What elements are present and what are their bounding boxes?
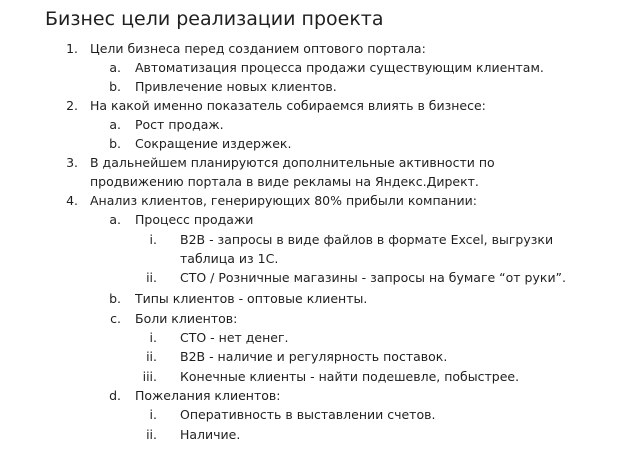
list-item-text: Типы клиентов - оптовые клиенты. — [135, 291, 368, 306]
list-marker: 3. — [66, 155, 78, 170]
list-marker: i. — [149, 407, 157, 422]
list-marker: b. — [109, 79, 121, 94]
list-marker: a. — [109, 212, 121, 227]
list-marker: i. — [149, 232, 157, 247]
list-marker: a. — [109, 60, 121, 75]
list-marker: 1. — [66, 41, 78, 56]
list-marker: i. — [149, 330, 157, 345]
list-item-text: Оперативность в выставлении счетов. — [180, 407, 436, 422]
list-item-text: Наличие. — [180, 427, 241, 442]
list-item-text: B2B - запросы в виде файлов в формате Excel, выгрузки — [180, 232, 554, 247]
list-item-text: Привлечение новых клиентов. — [135, 79, 337, 94]
list-item-text: Сокращение издержек. — [135, 136, 292, 151]
list-item-text: продвижению портала в виде рекламы на Яндекс.Директ. — [90, 174, 479, 189]
list-item-text: B2B - наличие и регулярность поставок. — [180, 349, 448, 364]
list-item-text: Анализ клиентов, генерирующих 80% прибыли компании: — [90, 193, 477, 208]
list-item-text: Конечные клиенты - найти подешевле, побыстрее. — [180, 369, 520, 384]
list-item-text: Автоматизация процесса продажи существующим клиентам. — [135, 60, 544, 75]
list-item-text: Пожелания клиентов: — [135, 388, 281, 403]
list-marker: ii. — [146, 349, 157, 364]
page-title: Бизнес цели реализации проекта — [45, 8, 384, 30]
list-item-text: Рост продаж. — [135, 117, 224, 132]
list-marker: ii. — [146, 270, 157, 285]
list-marker: d. — [109, 388, 121, 403]
list-marker: 4. — [66, 193, 78, 208]
list-item-text: На какой именно показатель собираемся влиять в бизнесе: — [90, 98, 486, 113]
list-marker: 2. — [66, 98, 78, 113]
list-marker: c. — [110, 311, 121, 326]
list-item-text: Процесс продажи — [135, 212, 254, 227]
list-item-text: В дальнейшем планируются дополнительные активности по — [90, 155, 495, 170]
list-item-text: Боли клиентов: — [135, 311, 238, 326]
list-item-text: таблица из 1С. — [180, 251, 279, 266]
list-marker: a. — [109, 117, 121, 132]
list-marker: ii. — [146, 427, 157, 442]
list-marker: iii. — [142, 369, 157, 384]
list-item-text: СТО / Розничные магазины - запросы на бумаге “от руки”. — [180, 270, 567, 285]
list-marker: b. — [109, 291, 121, 306]
list-item-text: Цели бизнеса перед созданием оптового портала: — [90, 41, 426, 56]
list-marker: b. — [109, 136, 121, 151]
list-item-text: СТО - нет денег. — [180, 330, 289, 345]
